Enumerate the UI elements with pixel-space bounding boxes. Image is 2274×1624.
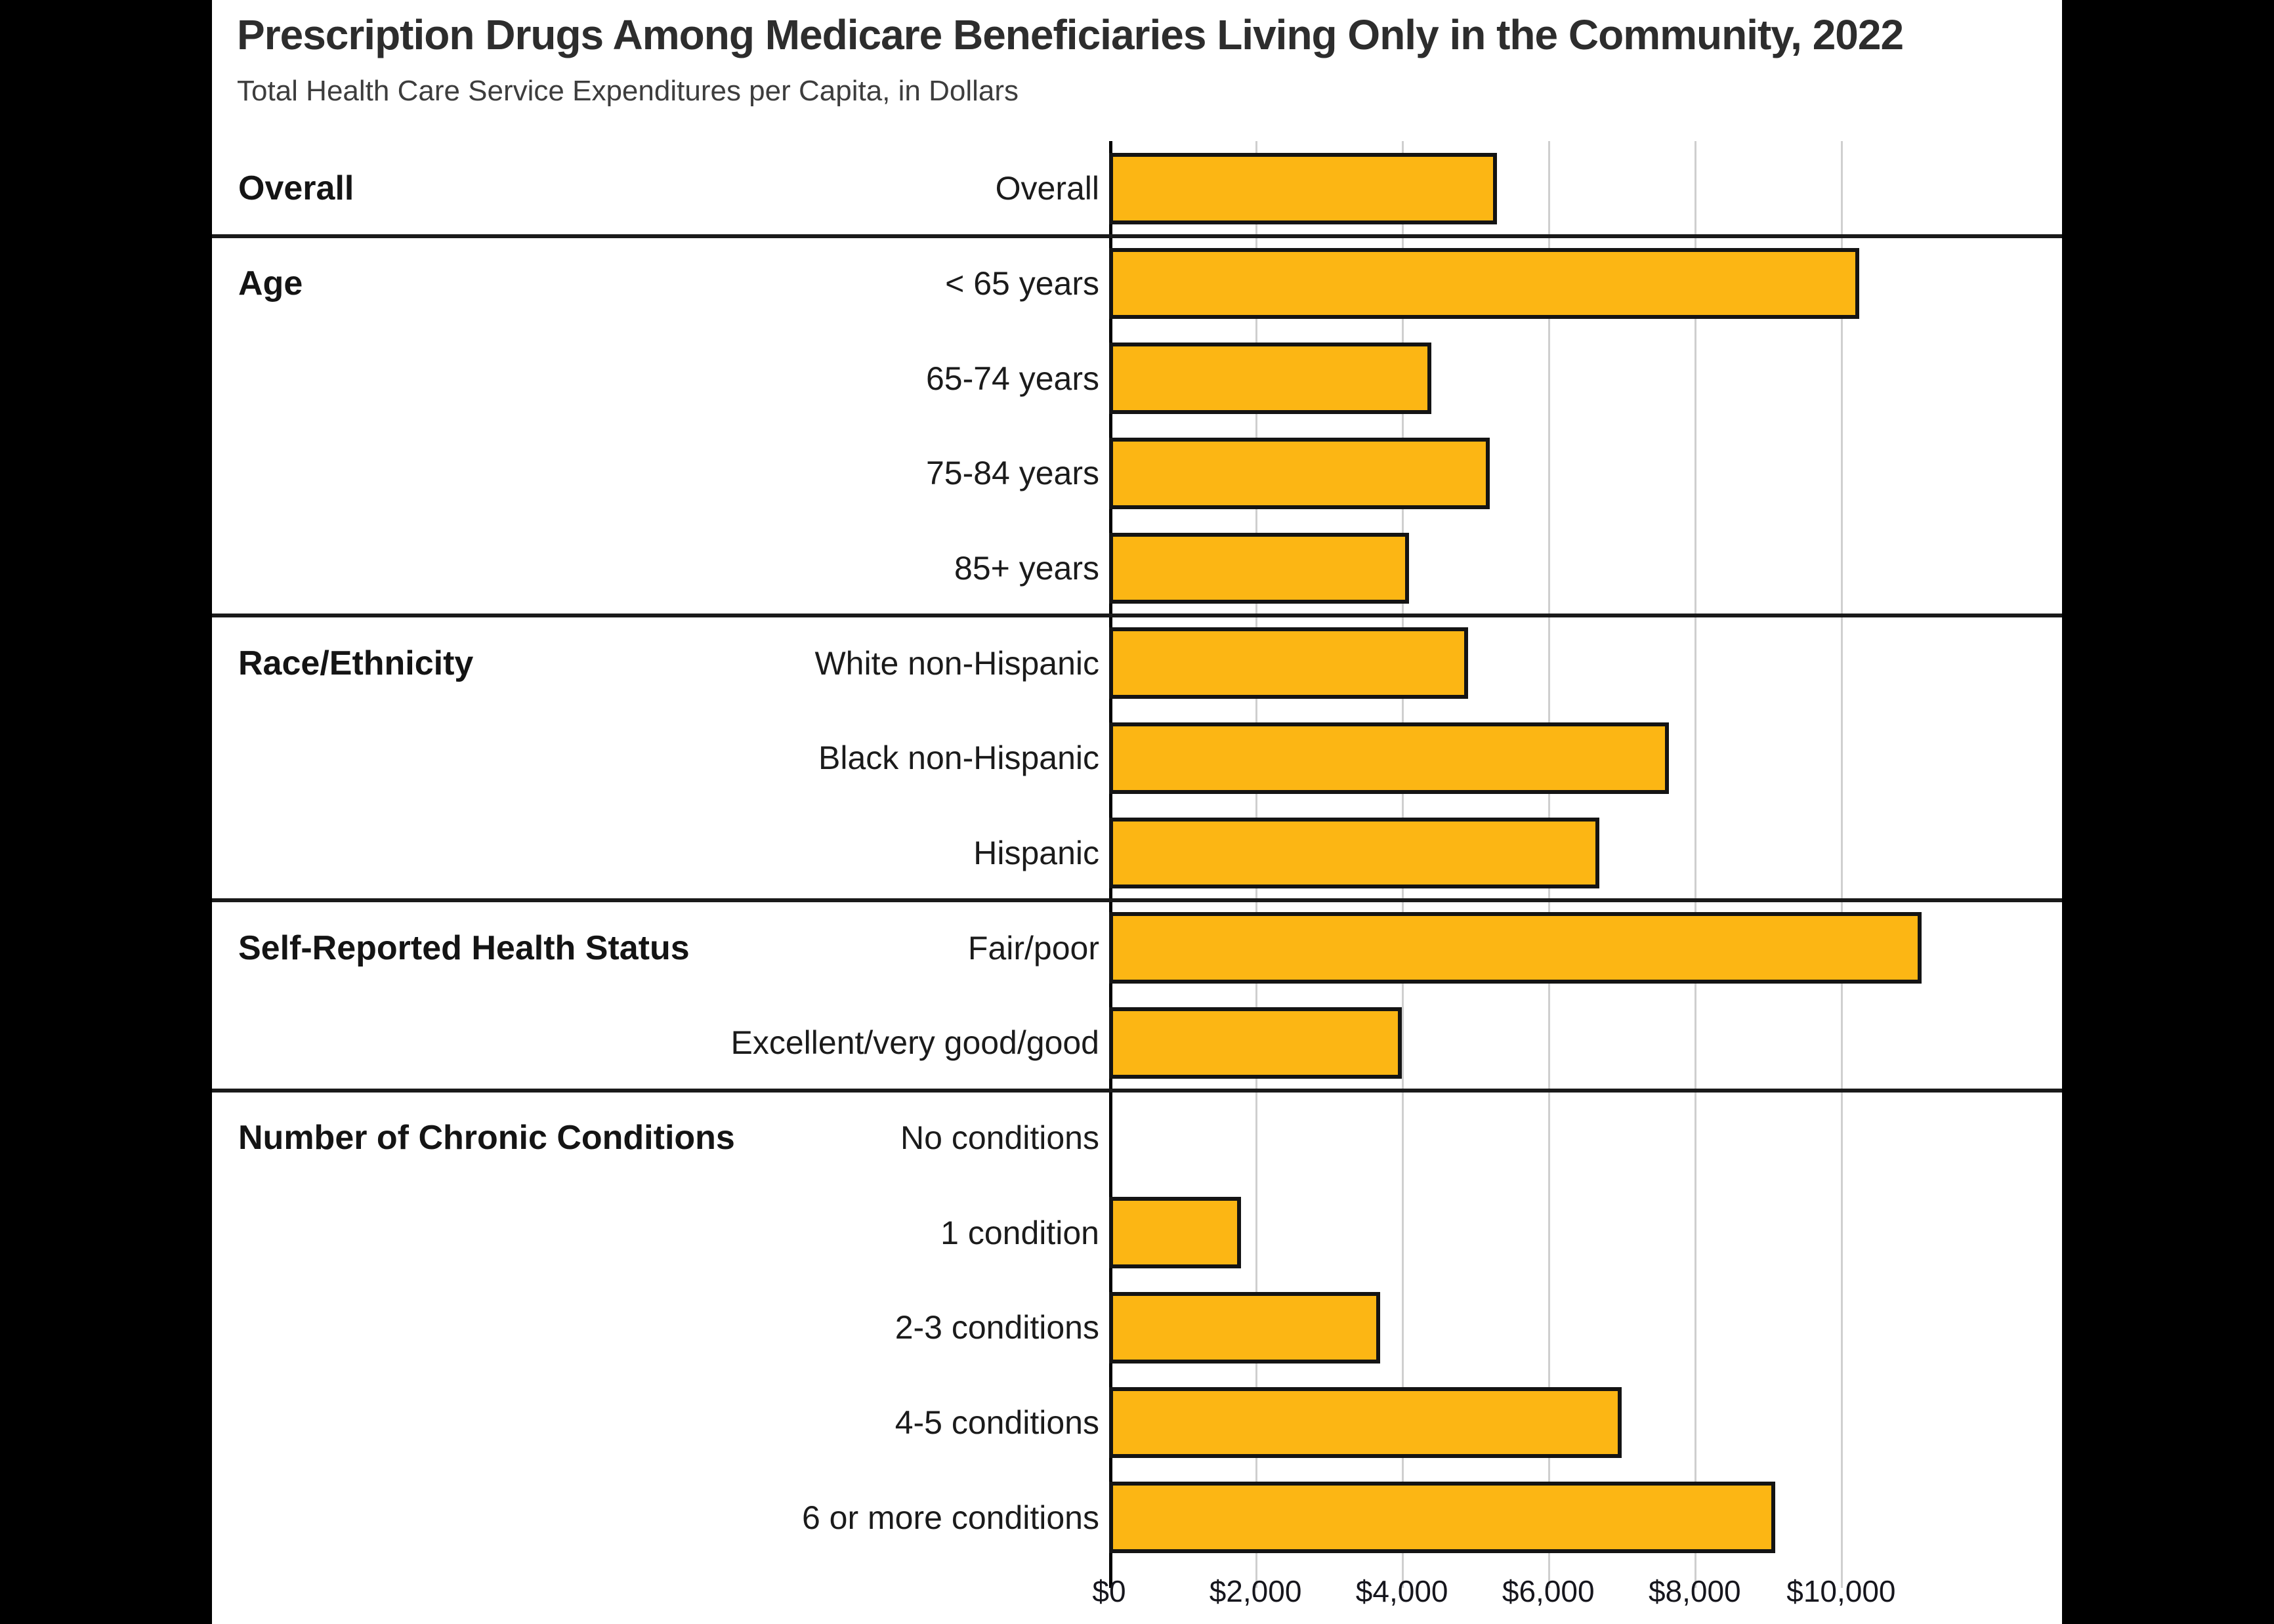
section-label: Number of Chronic Conditions [238,1118,735,1157]
chart-row [212,615,2062,711]
x-tick-label: $4,000 [1355,1574,1448,1608]
x-tick-label: $2,000 [1209,1574,1302,1608]
bar-4-5-conditions [1109,1387,1622,1458]
chart-subtitle: Total Health Care Service Expenditures per Capita, in Dollars [237,75,1019,107]
bar-white-non-hispanic [1109,627,1468,698]
bar-fair-poor [1109,912,1922,983]
section-separator [212,234,2062,238]
chart-row [212,521,2062,616]
chart-row [212,1091,2062,1186]
chart-row [212,1470,2062,1565]
chart-row [212,426,2062,521]
chart-row [212,995,2062,1091]
section-separator [212,614,2062,617]
chart-panel [212,0,2062,1624]
bar-65-74-years [1109,343,1431,413]
category-label: 1 condition [940,1214,1099,1251]
category-label: 65-74 years [925,360,1099,397]
category-label: 75-84 years [925,455,1099,492]
plot-area [212,141,2062,1565]
category-label: 2-3 conditions [895,1309,1099,1346]
category-label: < 65 years [945,264,1099,302]
category-label: 85+ years [954,549,1099,587]
x-tick-label: $10,000 [1786,1574,1896,1608]
bar--65-years [1109,248,1859,319]
chart-row [212,141,2062,236]
category-label: 6 or more conditions [801,1499,1099,1536]
category-label: Overall [995,170,1099,207]
bar-75-84-years [1109,438,1490,509]
category-label: Black non-Hispanic [818,739,1099,777]
bar-excellent-very-good-good [1109,1007,1402,1078]
chart-title: Prescription Drugs Among Medicare Beneficiaries Living Only in the Community, 2022 [237,11,1904,58]
bar-85-years [1109,533,1409,604]
category-label: Hispanic [973,834,1099,871]
chart-row [212,1375,2062,1470]
chart-row [212,900,2062,995]
section-label: Overall [238,169,354,208]
chart-row [212,806,2062,901]
chart-row [212,1185,2062,1280]
chart-row [212,236,2062,331]
category-label: 4-5 conditions [895,1404,1099,1441]
chart-row [212,331,2062,426]
bar-black-non-hispanic [1109,722,1669,793]
category-label: Fair/poor [967,929,1099,967]
bar-overall [1109,153,1497,224]
category-label: White non-Hispanic [814,644,1099,682]
bar-2-3-conditions [1109,1292,1380,1363]
x-tick-label: $8,000 [1648,1574,1741,1608]
section-separator [212,898,2062,902]
bar-6-or-more-conditions [1109,1482,1775,1552]
category-label: No conditions [900,1119,1099,1156]
section-label: Self-Reported Health Status [238,928,690,967]
section-label: Race/Ethnicity [238,644,474,682]
section-separator [212,1089,2062,1093]
x-tick-label: $6,000 [1502,1574,1595,1608]
bar-1-condition [1109,1197,1241,1268]
bar-hispanic [1109,818,1599,888]
category-label: Excellent/very good/good [730,1024,1099,1062]
section-label: Age [238,264,303,302]
chart-row [212,1280,2062,1375]
x-tick-label: $0 [1092,1574,1126,1608]
chart-row [212,711,2062,806]
